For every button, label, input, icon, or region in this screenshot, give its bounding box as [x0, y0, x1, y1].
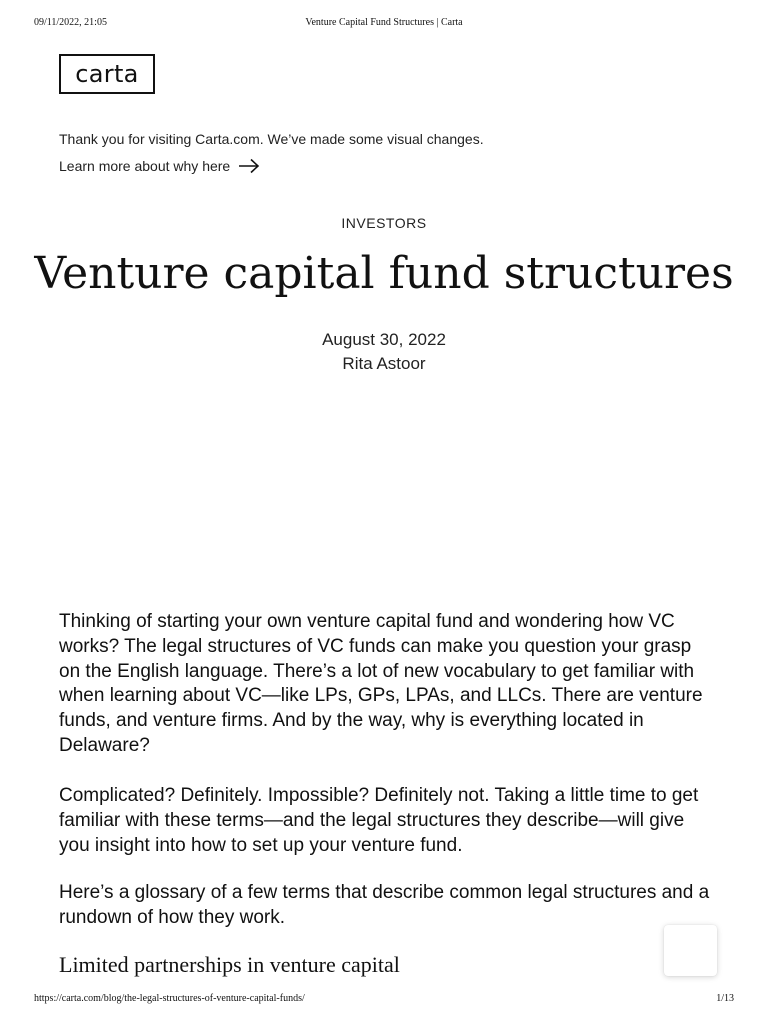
print-datetime: 09/11/2022, 21:05 [34, 17, 107, 28]
article-title: Venture capital fund structures [34, 248, 734, 299]
carta-logo[interactable]: carta [59, 54, 155, 94]
arrow-right-icon [238, 158, 260, 174]
article-date: August 30, 2022 [322, 330, 446, 349]
article-paragraph: Thinking of starting your own venture capital fund and wondering how VC works? The legal structures of VC funds can make you question your grasp on the English language. There’s a lot of new vocabulary to get familiar with when learning about VC—like LPs, GPs, LPAs, and LLCs. There are venture funds, and venture firms. And by the way, why is everything located in Delaware? [59, 611, 703, 756]
article-paragraph: Here’s a glossary of a few terms that describe common legal structures and a rundown of how they work. [59, 882, 710, 928]
learn-more-label: Learn more about why here [59, 158, 231, 174]
print-header [0, 17, 768, 31]
visual-changes-notice: Thank you for visiting Carta.com. We’ve made some visual changes. [59, 131, 484, 147]
print-footer [0, 993, 768, 1007]
print-url: https://carta.com/blog/the-legal-structures-of-venture-capital-funds/ [34, 993, 305, 1004]
article-paragraph: Complicated? Definitely. Impossible? Definitely not. Taking a little time to get familiar with these terms—and the legal structures they describe—will give you insight into how to set up your venture fund. [59, 785, 699, 856]
article-category: INVESTORS [341, 215, 427, 231]
article-author: Rita Astoor [342, 354, 426, 373]
section-heading: Limited partnerships in venture capital [59, 952, 400, 977]
print-page-title: Venture Capital Fund Structures | Carta [305, 17, 463, 28]
learn-more-link[interactable] [59, 158, 260, 174]
chat-widget-button[interactable] [664, 925, 717, 976]
print-page-number: 1/13 [716, 993, 734, 1004]
